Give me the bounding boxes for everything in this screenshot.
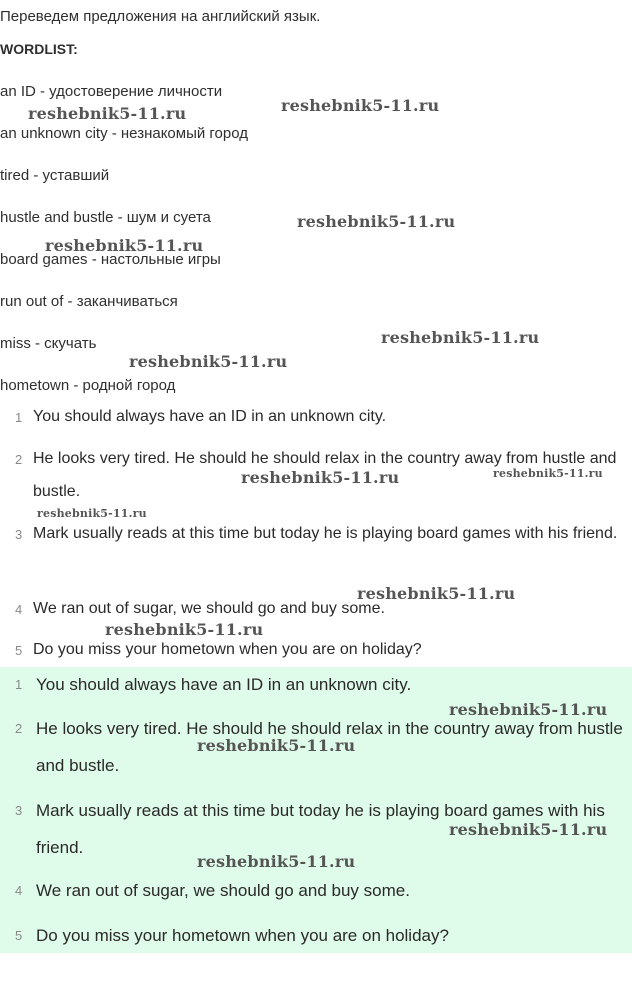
sentence-number: 3	[15, 527, 23, 542]
answer-text: You should always have an ID in an unknown city.	[36, 675, 412, 694]
wordlist-item: hustle and bustle - шум и суета	[0, 209, 211, 226]
answer-text: He looks very tired. He should he should relax in the country away from hustle and bustle.	[36, 719, 623, 775]
watermark-text: reshebnik5-11.ru	[357, 584, 516, 603]
watermark-text: reshebnik5-11.ru	[45, 236, 204, 255]
watermark-text: reshebnik5-11.ru	[297, 212, 456, 231]
sentence-number: 2	[15, 452, 23, 467]
answer-text: Do you miss your hometown when you are on holiday?	[36, 926, 449, 945]
wordlist-heading: WORDLIST:	[0, 41, 78, 57]
answer-number: 1	[15, 677, 23, 692]
watermark-text: reshebnik5-11.ru	[37, 507, 147, 520]
wordlist-item: run out of - заканчиваться	[0, 293, 178, 310]
wordlist-item: tired - уставший	[0, 167, 110, 184]
watermark-text: reshebnik5-11.ru	[381, 328, 540, 347]
answer-text: Mark usually reads at this time but today he is playing board games with his friend.	[36, 801, 605, 857]
sentence-text: Mark usually reads at this time but today he is playing board games with his friend.	[33, 525, 618, 542]
watermark-text: reshebnik5-11.ru	[197, 852, 356, 871]
watermark-text: reshebnik5-11.ru	[493, 467, 603, 480]
watermark-text: reshebnik5-11.ru	[449, 820, 608, 839]
watermark-text: reshebnik5-11.ru	[241, 468, 400, 487]
intro-text: Переведем предложения на английский язык.	[0, 8, 321, 25]
sentence-text: You should always have an ID in an unknown city.	[33, 408, 387, 425]
watermark-text: reshebnik5-11.ru	[129, 352, 288, 371]
answer-number: 3	[15, 803, 23, 818]
wordlist-item: hometown - родной город	[0, 377, 176, 394]
sentence-text: We ran out of sugar, we should go and buy some.	[33, 600, 385, 617]
sentence-number: 5	[15, 643, 23, 658]
watermark-text: reshebnik5-11.ru	[449, 700, 608, 719]
sentence-number: 1	[15, 410, 23, 425]
wordlist-item: miss - скучать	[0, 335, 97, 352]
sentence-number: 4	[15, 602, 23, 617]
answer-number: 5	[15, 928, 23, 943]
answer-number: 4	[15, 883, 23, 898]
answer-text: We ran out of sugar, we should go and buy some.	[36, 881, 410, 900]
watermark-text: reshebnik5-11.ru	[281, 96, 440, 115]
answer-number: 2	[15, 721, 23, 736]
sentence-text: Do you miss your hometown when you are on holiday?	[33, 641, 422, 658]
watermark-text: reshebnik5-11.ru	[28, 104, 187, 123]
sentence-text: He looks very tired. He should he should relax in the country away from hustle and bustle.	[33, 450, 617, 500]
wordlist-item: board games - настольные игры	[0, 251, 221, 268]
wordlist-item: an ID - удостоверение личности	[0, 83, 223, 100]
wordlist-item: an unknown city - незнакомый город	[0, 125, 248, 142]
watermark-text: reshebnik5-11.ru	[105, 620, 264, 639]
watermark-text: reshebnik5-11.ru	[197, 736, 356, 755]
